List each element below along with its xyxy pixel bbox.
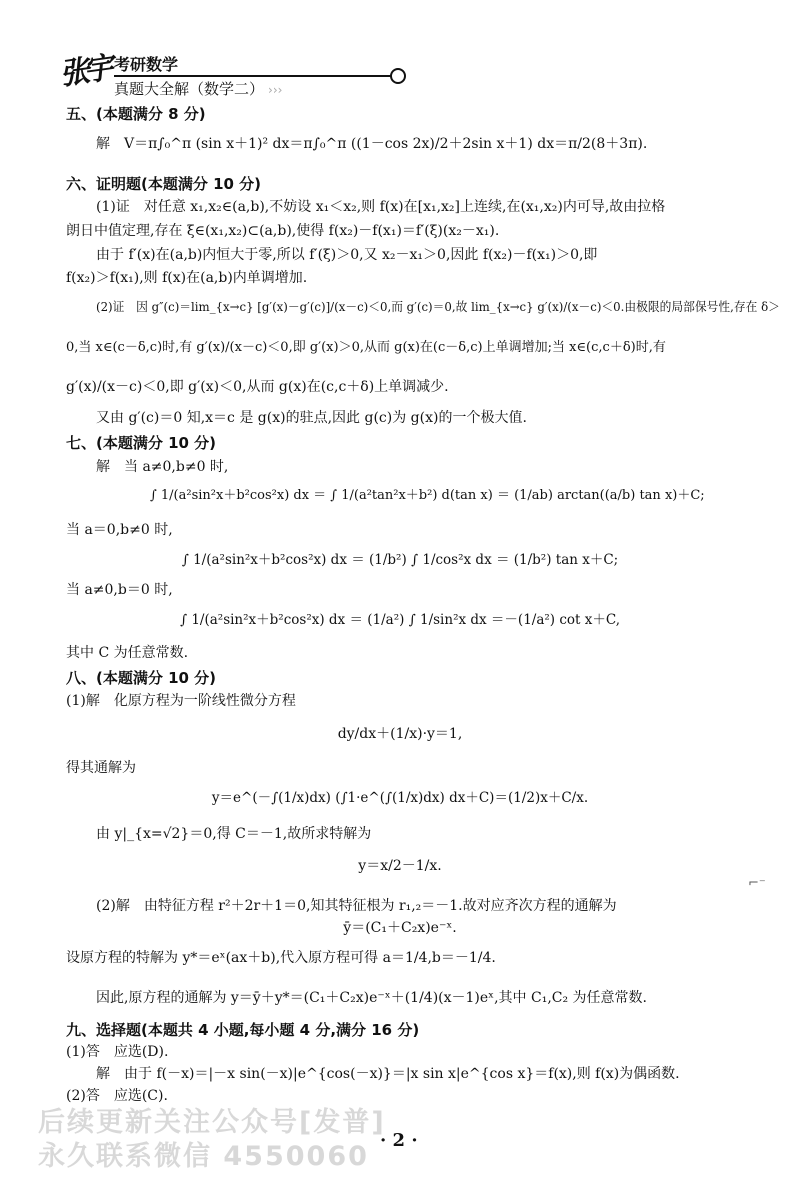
section-7-line-3: 当 a≠0,b＝0 时,: [66, 582, 173, 598]
section-6-line-1: (1)证 对任意 x₁,x₂∈(a,b),不妨设 x₁＜x₂,则 f(x)在[x₁,x₂]上连续,在(x₁,x₂)内可导,故由拉格: [96, 199, 666, 215]
section-9-line-1: (1)答 应选(D).: [66, 1044, 169, 1060]
section-5-heading: 五、(本题满分 8 分): [66, 105, 206, 123]
section-8-equation-3: y＝x/2－1/x.: [358, 858, 442, 874]
section-9-heading: 九、选择题(本题共 4 小题,每小题 4 分,满分 16 分): [66, 1021, 420, 1039]
section-8-line-1: (1)解 化原方程为一阶线性微分方程: [66, 693, 296, 709]
watermark-line-2: 永久联系微信 4550060: [38, 1141, 369, 1172]
section-8-line-2: 得其通解为: [66, 760, 136, 776]
brand-title: 考研数学: [114, 55, 179, 74]
section-7-line-2: 当 a＝0,b≠0 时,: [66, 522, 173, 538]
section-8-line-4: (2)解 由特征方程 r²＋2r＋1＝0,知其特征根为 r₁,₂＝－1.故对应齐次方程的通解为: [96, 898, 617, 914]
section-6-line-7: g′(x)/(x－c)＜0,即 g′(x)＜0,从而 g(x)在(c,c＋δ)上单调减少.: [66, 379, 449, 395]
page-number: · 2 ·: [380, 1130, 418, 1151]
section-8-equation-1: dy/dx＋(1/x)·y＝1,: [337, 726, 463, 742]
section-7-line-4: 其中 C 为任意常数.: [66, 645, 189, 661]
section-6-line-6: 0,当 x∈(c－δ,c)时,有 g′(x)/(x－c)＜0,即 g′(x)＞0,从而 g(x)在(c－δ,c)上单调增加;当 x∈(c,c＋δ)时,有: [66, 340, 666, 355]
section-8-equation-2: y＝e^(－∫(1/x)dx) (∫1·e^(∫(1/x)dx) dx＋C)＝(1/2)x＋C/x.: [211, 790, 589, 806]
section-9-line-3: (2)答 应选(C).: [66, 1088, 168, 1104]
section-7-equation-2: ∫ 1/(a²sin²x＋b²cos²x) dx ＝ (1/b²) ∫ 1/cos²x dx ＝ (1/b²) tan x＋C;: [181, 552, 619, 568]
section-7-line-1: 解 当 a≠0,b≠0 时,: [96, 459, 229, 475]
section-8-heading: 八、(本题满分 10 分): [66, 669, 217, 687]
section-6-line-3: 由于 f′(x)在(a,b)内恒大于零,所以 f′(ξ)＞0,又 x₂－x₁＞0,因此 f(x₂)－f(x₁)＞0,即: [96, 247, 598, 263]
section-7-equation-1: ∫ 1/(a²sin²x＋b²cos²x) dx ＝ ∫ 1/(a²tan²x＋b²) d(tan x) ＝ (1/ab) arctan((a/b) tan x)＋C;: [150, 488, 705, 503]
section-8-line-6: 因此,原方程的通解为 y＝ȳ＋y*＝(C₁＋C₂x)e⁻ˣ＋(1/4)(x－1)eˣ,其中 C₁,C₂ 为任意常数.: [96, 990, 648, 1006]
author-signature-logo: 张宇: [57, 51, 110, 93]
page-header: [57, 48, 410, 98]
section-6-line-2: 朗日中值定理,存在 ξ∈(x₁,x₂)⊂(a,b),使得 f(x₂)－f(x₁)＝f′(ξ)(x₂－x₁).: [66, 223, 500, 239]
section-6-heading: 六、证明题(本题满分 10 分): [66, 175, 262, 193]
watermark-line-1: 后续更新关注公众号[发普]: [38, 1107, 386, 1138]
chevrons-icon: ›››: [268, 83, 283, 97]
section-8-line-3: 由 y|_{x=√2}＝0,得 C＝－1,故所求特解为: [96, 826, 372, 842]
header-rule: [114, 75, 392, 77]
scan-speck: ⌐⁻: [748, 876, 766, 891]
section-7-heading: 七、(本题满分 10 分): [66, 434, 217, 452]
section-8-equation-4: ȳ＝(C₁＋C₂x)e⁻ˣ.: [343, 920, 457, 936]
section-6-line-5: (2)证 因 g″(c)＝lim_{x→c} [g′(x)－g′(c)]/(x－c)＜0,而 g′(c)＝0,故 lim_{x→c} g′(x)/(x－c)＜0.由极限的局部保号性,存在 δ＞: [96, 299, 780, 314]
header-rule-circle: [390, 68, 406, 84]
book-title-text: 真题大全解（数学二）: [114, 80, 265, 98]
section-5-solution: 解 V＝π∫₀^π (sin x＋1)² dx＝π∫₀^π ((1－cos 2x)/2＋2sin x＋1) dx＝π/2(8＋3π).: [96, 136, 648, 152]
section-7-equation-3: ∫ 1/(a²sin²x＋b²cos²x) dx ＝ (1/a²) ∫ 1/sin²x dx ＝－(1/a²) cot x＋C,: [180, 612, 621, 628]
section-6-line-8: 又由 g′(c)＝0 知,x＝c 是 g(x)的驻点,因此 g(c)为 g(x)的一个极大值.: [96, 410, 527, 426]
section-8-line-5: 设原方程的特解为 y*＝eˣ(ax＋b),代入原方程可得 a＝1/4,b＝－1/4.: [66, 950, 496, 966]
section-9-line-2: 解 由于 f(－x)＝|－x sin(－x)|e^{cos(－x)}＝|x sin x|e^{cos x}＝f(x),则 f(x)为偶函数.: [96, 1066, 680, 1082]
book-title: [114, 78, 282, 99]
section-6-line-4: f(x₂)＞f(x₁),则 f(x)在(a,b)内单调增加.: [66, 270, 308, 286]
